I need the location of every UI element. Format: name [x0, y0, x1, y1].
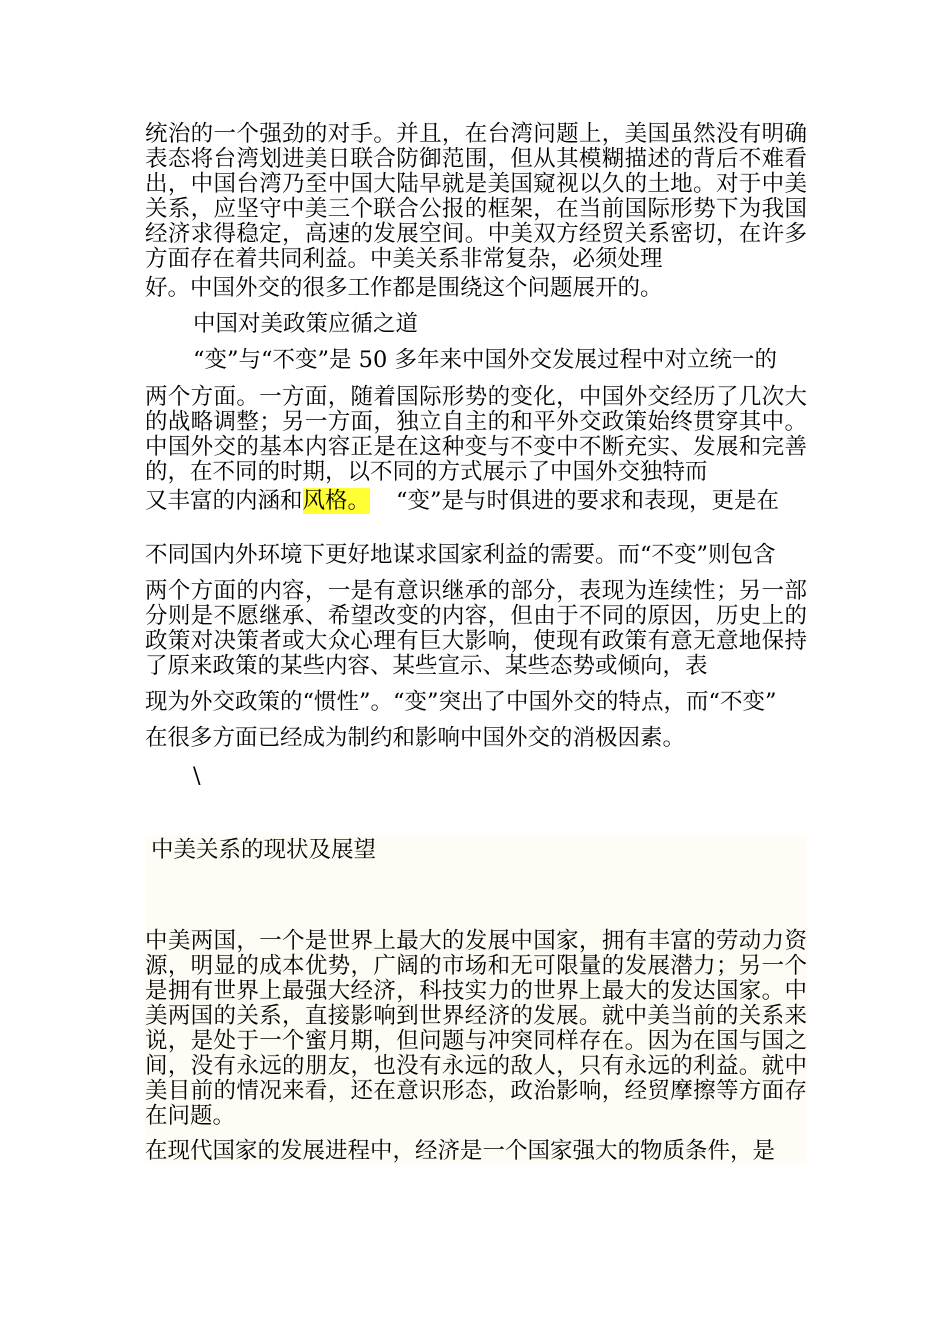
paragraph-2-last-line: [145, 489, 807, 514]
paragraph-3: 两个方面的内容，一是有意识继承的部分，表现为连续性；另一部分则是不愿继承、希望改变的内容，但由于不同的原因，历史上的政策对决策者或大众心理有巨大影响，使现有政策有意无意地保持了原来政策的某些内容、某些宣示、某些态势或倾向，表: [145, 578, 807, 679]
paragraph-2: 两个方面。一方面，随着国际形势的变化，中国外交经历了几次大的战略调整；另一方面，独立自主的和平外交政策始终贯穿其中。中国外交的基本内容正是在这种变与不变中不断充实、发展和完善的，在不同的时期，以不同的方式展示了中国外交独特而: [145, 384, 807, 485]
document-page: [145, 122, 807, 1164]
section-heading: 中国对美政策应循之道: [193, 311, 419, 337]
paragraph-1-end: 好。中国外交的很多工作都是围绕这个问题展开的。: [145, 275, 663, 301]
paragraph-3-first-line: 不同国内外环境下更好地谋求国家利益的需要。而“不变”则包含: [145, 542, 776, 568]
paragraph-4: 中美两国，一个是世界上最大的发展中国家，拥有丰富的劳动力资源，明显的成本优势，广阔的市场和无可限量的发展潜力；另一个是拥有世界上最强大经济，科技实力的世界上最大的发达国家。中美两国的关系，直接影响到世界经济的发展。就中美当前的关系来说，是处于一个蜜月期，但问题与冲突同样存在。因为在国与国之间，没有永远的朋友，也没有永远的敌人，只有永远的利益。就中美目前的情况来看，还在意识形态，政治影响，经贸摩擦等方面存在问题。: [145, 928, 807, 1129]
paragraph-3-line: 现为外交政策的“惯性”。“变”突出了中国外交的特点，而“不变”: [145, 689, 777, 715]
highlighted-text: 风格。: [302, 488, 371, 514]
section-heading-2: 中美关系的现状及展望: [151, 837, 377, 863]
paragraph-3-end: 在很多方面已经成为制约和影响中国外交的消极因素。: [145, 725, 686, 751]
paragraph-5: 在现代国家的发展进程中，经济是一个国家强大的物质条件，是: [145, 1138, 776, 1164]
body-band: [145, 926, 807, 1164]
paragraph-2-first-line: “变”与“不变”是 50 多年来中国外交发展过程中对立统一的: [193, 347, 777, 373]
paragraph-2-last-b: “变”是与时俱进的要求和表现，更是在: [396, 488, 780, 514]
paragraph-1: 统治的一个强劲的对手。并且，在台湾问题上，美国虽然没有明确表态将台湾划进美日联合防御范围，但从其模糊描述的背后不难看出，中国台湾乃至中国大陆早就是美国窥视以久的土地。对于中美关系，应坚守中美三个联合公报的框架，在当前国际形势下为我国经济求得稳定，高速的发展空间。中美双方经贸关系密切，在许多方面存在着共同利益。中美关系非常复杂，必须处理: [145, 121, 807, 272]
paragraph-2-last-a: 又丰富的内涵和: [145, 488, 303, 514]
heading-band: [145, 836, 807, 926]
stray-backslash: \: [193, 763, 201, 789]
